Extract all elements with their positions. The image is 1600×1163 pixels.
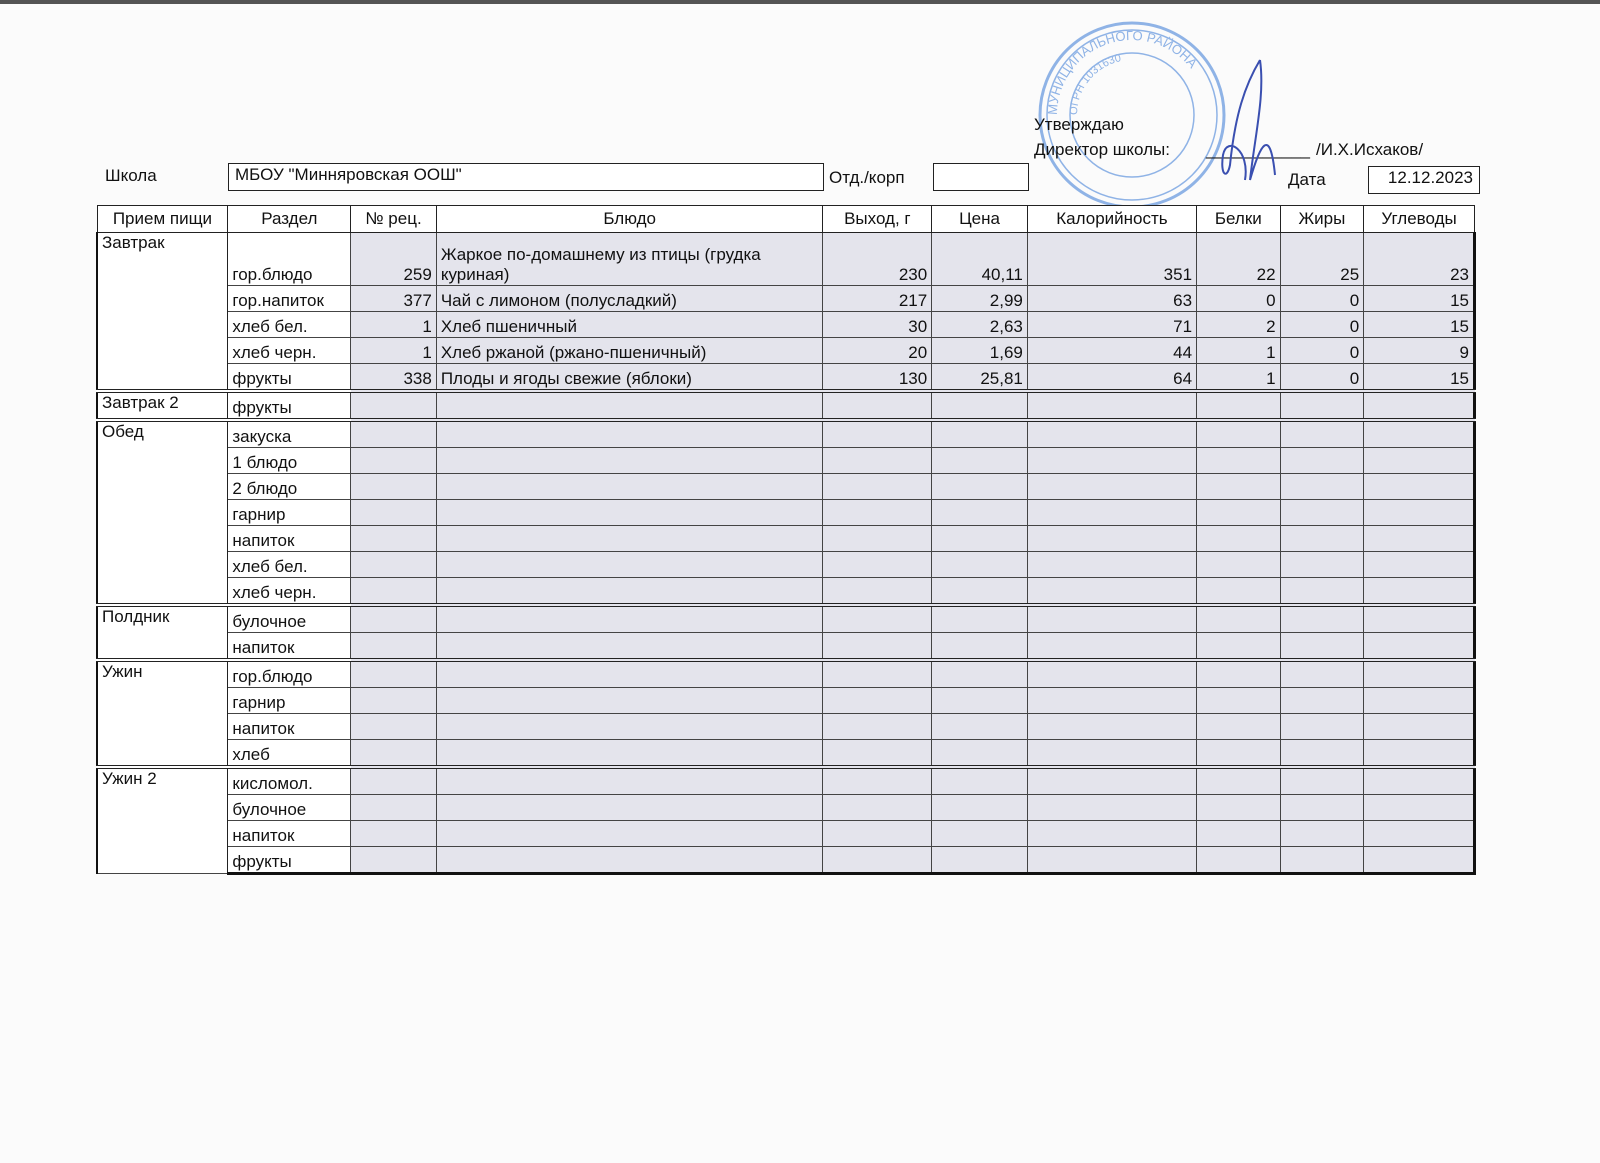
carbs-cell <box>1364 526 1475 552</box>
proteins-cell: 22 <box>1197 233 1281 286</box>
calories-cell: 63 <box>1027 286 1196 312</box>
yield-cell: 20 <box>823 338 932 364</box>
calories-cell <box>1027 448 1196 474</box>
carbs-cell <box>1364 740 1475 768</box>
col-header-fats: Жиры <box>1280 206 1364 233</box>
table-row <box>97 391 1475 420</box>
carbs-cell: 9 <box>1364 338 1475 364</box>
yield-cell: 130 <box>823 364 932 392</box>
calories-cell <box>1027 500 1196 526</box>
table-row <box>97 312 1475 338</box>
table-body <box>97 233 1475 874</box>
meal-cell: Завтрак 2 <box>97 391 228 420</box>
price-cell <box>932 740 1028 768</box>
proteins-cell <box>1197 448 1281 474</box>
col-header-section: Раздел <box>228 206 351 233</box>
fats-cell: 25 <box>1280 233 1364 286</box>
carbs-cell: 15 <box>1364 312 1475 338</box>
fats-cell: 0 <box>1280 286 1364 312</box>
calories-cell <box>1027 821 1196 847</box>
table-row <box>97 688 1475 714</box>
proteins-cell <box>1197 391 1281 420</box>
dish-cell <box>436 526 823 552</box>
section-cell: напиток <box>228 526 351 552</box>
table-row <box>97 847 1475 874</box>
table-row <box>97 338 1475 364</box>
calories-cell <box>1027 688 1196 714</box>
section-cell: булочное <box>228 795 351 821</box>
meal-cell: Полдник <box>97 605 228 660</box>
recipe-cell <box>351 605 437 633</box>
yield-cell: 217 <box>823 286 932 312</box>
proteins-cell: 1 <box>1197 364 1281 392</box>
table-row <box>97 364 1475 392</box>
price-cell: 1,69 <box>932 338 1028 364</box>
school-label: Школа <box>105 166 157 185</box>
dish-cell <box>436 448 823 474</box>
signature-line: ___________ <box>1206 140 1311 159</box>
col-header-yield: Выход, г <box>823 206 932 233</box>
section-cell: 2 блюдо <box>228 474 351 500</box>
dish-cell <box>436 500 823 526</box>
section-cell: напиток <box>228 821 351 847</box>
carbs-cell: 15 <box>1364 286 1475 312</box>
section-cell: гор.блюдо <box>228 233 351 286</box>
section-cell: кисломол. <box>228 767 351 795</box>
yield-cell <box>823 767 932 795</box>
fats-cell <box>1280 821 1364 847</box>
dish-cell: Жаркое по-домашнему из птицы (грудка куриная) <box>436 233 823 286</box>
yield-cell: 30 <box>823 312 932 338</box>
recipe-cell <box>351 500 437 526</box>
calories-cell <box>1027 552 1196 578</box>
dish-cell <box>436 552 823 578</box>
yield-cell <box>823 740 932 768</box>
scan-edge <box>0 0 1600 4</box>
fats-cell <box>1280 795 1364 821</box>
price-cell <box>932 767 1028 795</box>
recipe-cell <box>351 578 437 606</box>
price-cell <box>932 795 1028 821</box>
carbs-cell <box>1364 795 1475 821</box>
section-cell: закуска <box>228 420 351 448</box>
calories-cell: 64 <box>1027 364 1196 392</box>
carbs-cell <box>1364 660 1475 688</box>
fats-cell <box>1280 526 1364 552</box>
proteins-cell <box>1197 714 1281 740</box>
dish-cell: Хлеб ржаной (ржано-пшеничный) <box>436 338 823 364</box>
table-row <box>97 821 1475 847</box>
dish-cell <box>436 688 823 714</box>
menu-table <box>96 205 1476 875</box>
table-row <box>97 795 1475 821</box>
yield-cell <box>823 660 932 688</box>
recipe-cell <box>351 633 437 661</box>
yield-cell <box>823 688 932 714</box>
dept-field[interactable] <box>933 163 1029 191</box>
yield-cell <box>823 633 932 661</box>
recipe-cell <box>351 391 437 420</box>
yield-cell <box>823 795 932 821</box>
section-cell: хлеб бел. <box>228 312 351 338</box>
calories-cell: 44 <box>1027 338 1196 364</box>
proteins-cell <box>1197 688 1281 714</box>
col-header-recipe: № рец. <box>351 206 437 233</box>
meal-cell: Ужин 2 <box>97 767 228 874</box>
section-cell: гарнир <box>228 688 351 714</box>
col-header-dish: Блюдо <box>436 206 823 233</box>
section-cell: фрукты <box>228 847 351 874</box>
price-cell <box>932 633 1028 661</box>
section-cell: напиток <box>228 633 351 661</box>
proteins-cell: 0 <box>1197 286 1281 312</box>
col-header-price: Цена <box>932 206 1028 233</box>
dish-cell: Чай с лимоном (полусладкий) <box>436 286 823 312</box>
carbs-cell <box>1364 847 1475 874</box>
proteins-cell <box>1197 474 1281 500</box>
fats-cell <box>1280 847 1364 874</box>
table-row <box>97 552 1475 578</box>
carbs-cell: 23 <box>1364 233 1475 286</box>
price-cell <box>932 847 1028 874</box>
school-field[interactable]: МБОУ "Минняровская ООШ" <box>228 163 824 191</box>
fats-cell <box>1280 448 1364 474</box>
col-header-carbs: Углеводы <box>1364 206 1475 233</box>
section-cell: напиток <box>228 714 351 740</box>
table-row <box>97 286 1475 312</box>
proteins-cell <box>1197 821 1281 847</box>
carbs-cell <box>1364 474 1475 500</box>
yield-cell <box>823 420 932 448</box>
calories-cell <box>1027 740 1196 768</box>
director-label: Директор школы: <box>1034 140 1170 159</box>
proteins-cell <box>1197 795 1281 821</box>
table-row <box>97 605 1475 633</box>
proteins-cell <box>1197 605 1281 633</box>
price-cell <box>932 714 1028 740</box>
price-cell <box>932 526 1028 552</box>
table-row <box>97 578 1475 606</box>
calories-cell: 351 <box>1027 233 1196 286</box>
fats-cell <box>1280 500 1364 526</box>
meal-cell: Обед <box>97 420 228 605</box>
section-cell: гор.блюдо <box>228 660 351 688</box>
dish-cell <box>436 474 823 500</box>
yield-cell <box>823 821 932 847</box>
yield-cell <box>823 526 932 552</box>
price-cell <box>932 578 1028 606</box>
recipe-cell <box>351 821 437 847</box>
recipe-cell <box>351 688 437 714</box>
recipe-cell: 1 <box>351 338 437 364</box>
price-cell <box>932 391 1028 420</box>
yield-cell <box>823 552 932 578</box>
carbs-cell <box>1364 688 1475 714</box>
yield-cell <box>823 391 932 420</box>
director-name: /И.Х.Исхаков/ <box>1316 140 1424 159</box>
table-row <box>97 420 1475 448</box>
calories-cell: 71 <box>1027 312 1196 338</box>
section-cell: хлеб черн. <box>228 338 351 364</box>
carbs-cell <box>1364 767 1475 795</box>
fats-cell <box>1280 420 1364 448</box>
recipe-cell: 1 <box>351 312 437 338</box>
director-signature <box>1205 55 1295 190</box>
fats-cell <box>1280 633 1364 661</box>
carbs-cell <box>1364 714 1475 740</box>
recipe-cell <box>351 795 437 821</box>
price-cell <box>932 500 1028 526</box>
price-cell: 2,63 <box>932 312 1028 338</box>
yield-cell <box>823 847 932 874</box>
recipe-cell <box>351 660 437 688</box>
table-row <box>97 660 1475 688</box>
section-cell: булочное <box>228 605 351 633</box>
dish-cell <box>436 767 823 795</box>
proteins-cell <box>1197 420 1281 448</box>
calories-cell <box>1027 847 1196 874</box>
carbs-cell <box>1364 500 1475 526</box>
dish-cell <box>436 795 823 821</box>
price-cell <box>932 474 1028 500</box>
dish-cell <box>436 847 823 874</box>
calories-cell <box>1027 714 1196 740</box>
dish-cell <box>436 578 823 606</box>
table-row <box>97 714 1475 740</box>
recipe-cell: 338 <box>351 364 437 392</box>
section-cell: гарнир <box>228 500 351 526</box>
proteins-cell: 1 <box>1197 338 1281 364</box>
recipe-cell: 259 <box>351 233 437 286</box>
yield-cell <box>823 605 932 633</box>
fats-cell <box>1280 391 1364 420</box>
col-header-proteins: Белки <box>1197 206 1281 233</box>
calories-cell <box>1027 633 1196 661</box>
proteins-cell <box>1197 633 1281 661</box>
price-cell <box>932 448 1028 474</box>
dish-cell <box>436 605 823 633</box>
fats-cell <box>1280 605 1364 633</box>
dish-cell <box>436 660 823 688</box>
table-header-row <box>97 206 1475 233</box>
dish-cell <box>436 740 823 768</box>
recipe-cell <box>351 526 437 552</box>
recipe-cell <box>351 767 437 795</box>
table-row <box>97 767 1475 795</box>
recipe-cell <box>351 448 437 474</box>
recipe-cell <box>351 740 437 768</box>
fats-cell <box>1280 688 1364 714</box>
meal-cell: Ужин <box>97 660 228 767</box>
table-row <box>97 526 1475 552</box>
fats-cell: 0 <box>1280 364 1364 392</box>
calories-cell <box>1027 474 1196 500</box>
date-field[interactable]: 12.12.2023 <box>1368 166 1480 194</box>
table-row <box>97 233 1475 286</box>
price-cell <box>932 420 1028 448</box>
proteins-cell <box>1197 767 1281 795</box>
recipe-cell: 377 <box>351 286 437 312</box>
carbs-cell <box>1364 578 1475 606</box>
price-cell <box>932 552 1028 578</box>
dish-cell <box>436 821 823 847</box>
dish-cell <box>436 420 823 448</box>
yield-cell: 230 <box>823 233 932 286</box>
dish-cell <box>436 633 823 661</box>
carbs-cell <box>1364 552 1475 578</box>
yield-cell <box>823 474 932 500</box>
fats-cell <box>1280 740 1364 768</box>
fats-cell <box>1280 578 1364 606</box>
proteins-cell <box>1197 500 1281 526</box>
yield-cell <box>823 448 932 474</box>
fats-cell: 0 <box>1280 338 1364 364</box>
proteins-cell <box>1197 740 1281 768</box>
carbs-cell <box>1364 633 1475 661</box>
dish-cell: Хлеб пшеничный <box>436 312 823 338</box>
dish-cell <box>436 391 823 420</box>
stamp-outer-text: МУНИЦИПАЛЬНОГО РАЙОНА <box>1044 27 1201 116</box>
price-cell: 40,11 <box>932 233 1028 286</box>
carbs-cell <box>1364 391 1475 420</box>
price-cell <box>932 688 1028 714</box>
price-cell <box>932 660 1028 688</box>
col-header-calories: Калорийность <box>1027 206 1196 233</box>
section-cell: хлеб черн. <box>228 578 351 606</box>
proteins-cell: 2 <box>1197 312 1281 338</box>
section-cell: хлеб бел. <box>228 552 351 578</box>
stamp-inner-text: ОГРН 1031630 <box>1067 52 1123 116</box>
carbs-cell <box>1364 605 1475 633</box>
calories-cell <box>1027 391 1196 420</box>
dept-label: Отд./корп <box>829 168 905 187</box>
section-cell: гор.напиток <box>228 286 351 312</box>
price-cell <box>932 605 1028 633</box>
fats-cell <box>1280 660 1364 688</box>
calories-cell <box>1027 605 1196 633</box>
meal-cell: Завтрак <box>97 233 228 392</box>
date-label: Дата <box>1288 170 1326 189</box>
price-cell: 25,81 <box>932 364 1028 392</box>
calories-cell <box>1027 526 1196 552</box>
fats-cell <box>1280 714 1364 740</box>
yield-cell <box>823 578 932 606</box>
calories-cell <box>1027 660 1196 688</box>
proteins-cell <box>1197 660 1281 688</box>
price-cell <box>932 821 1028 847</box>
table-row <box>97 448 1475 474</box>
recipe-cell <box>351 474 437 500</box>
fats-cell <box>1280 767 1364 795</box>
section-cell: хлеб <box>228 740 351 768</box>
section-cell: фрукты <box>228 364 351 392</box>
fats-cell <box>1280 552 1364 578</box>
proteins-cell <box>1197 526 1281 552</box>
table-row <box>97 474 1475 500</box>
approve-label: Утверждаю <box>1034 115 1124 134</box>
table-row <box>97 633 1475 661</box>
col-header-meal: Прием пищи <box>97 206 228 233</box>
table-row <box>97 740 1475 768</box>
carbs-cell <box>1364 821 1475 847</box>
price-cell: 2,99 <box>932 286 1028 312</box>
proteins-cell <box>1197 552 1281 578</box>
calories-cell <box>1027 795 1196 821</box>
dish-cell <box>436 714 823 740</box>
fats-cell <box>1280 474 1364 500</box>
fats-cell: 0 <box>1280 312 1364 338</box>
section-cell: 1 блюдо <box>228 448 351 474</box>
carbs-cell: 15 <box>1364 364 1475 392</box>
carbs-cell <box>1364 448 1475 474</box>
calories-cell <box>1027 420 1196 448</box>
proteins-cell <box>1197 578 1281 606</box>
calories-cell <box>1027 578 1196 606</box>
table-row <box>97 500 1475 526</box>
dish-cell: Плоды и ягоды свежие (яблоки) <box>436 364 823 392</box>
proteins-cell <box>1197 847 1281 874</box>
yield-cell <box>823 714 932 740</box>
yield-cell <box>823 500 932 526</box>
recipe-cell <box>351 552 437 578</box>
carbs-cell <box>1364 420 1475 448</box>
recipe-cell <box>351 420 437 448</box>
recipe-cell <box>351 847 437 874</box>
calories-cell <box>1027 767 1196 795</box>
section-cell: фрукты <box>228 391 351 420</box>
recipe-cell <box>351 714 437 740</box>
